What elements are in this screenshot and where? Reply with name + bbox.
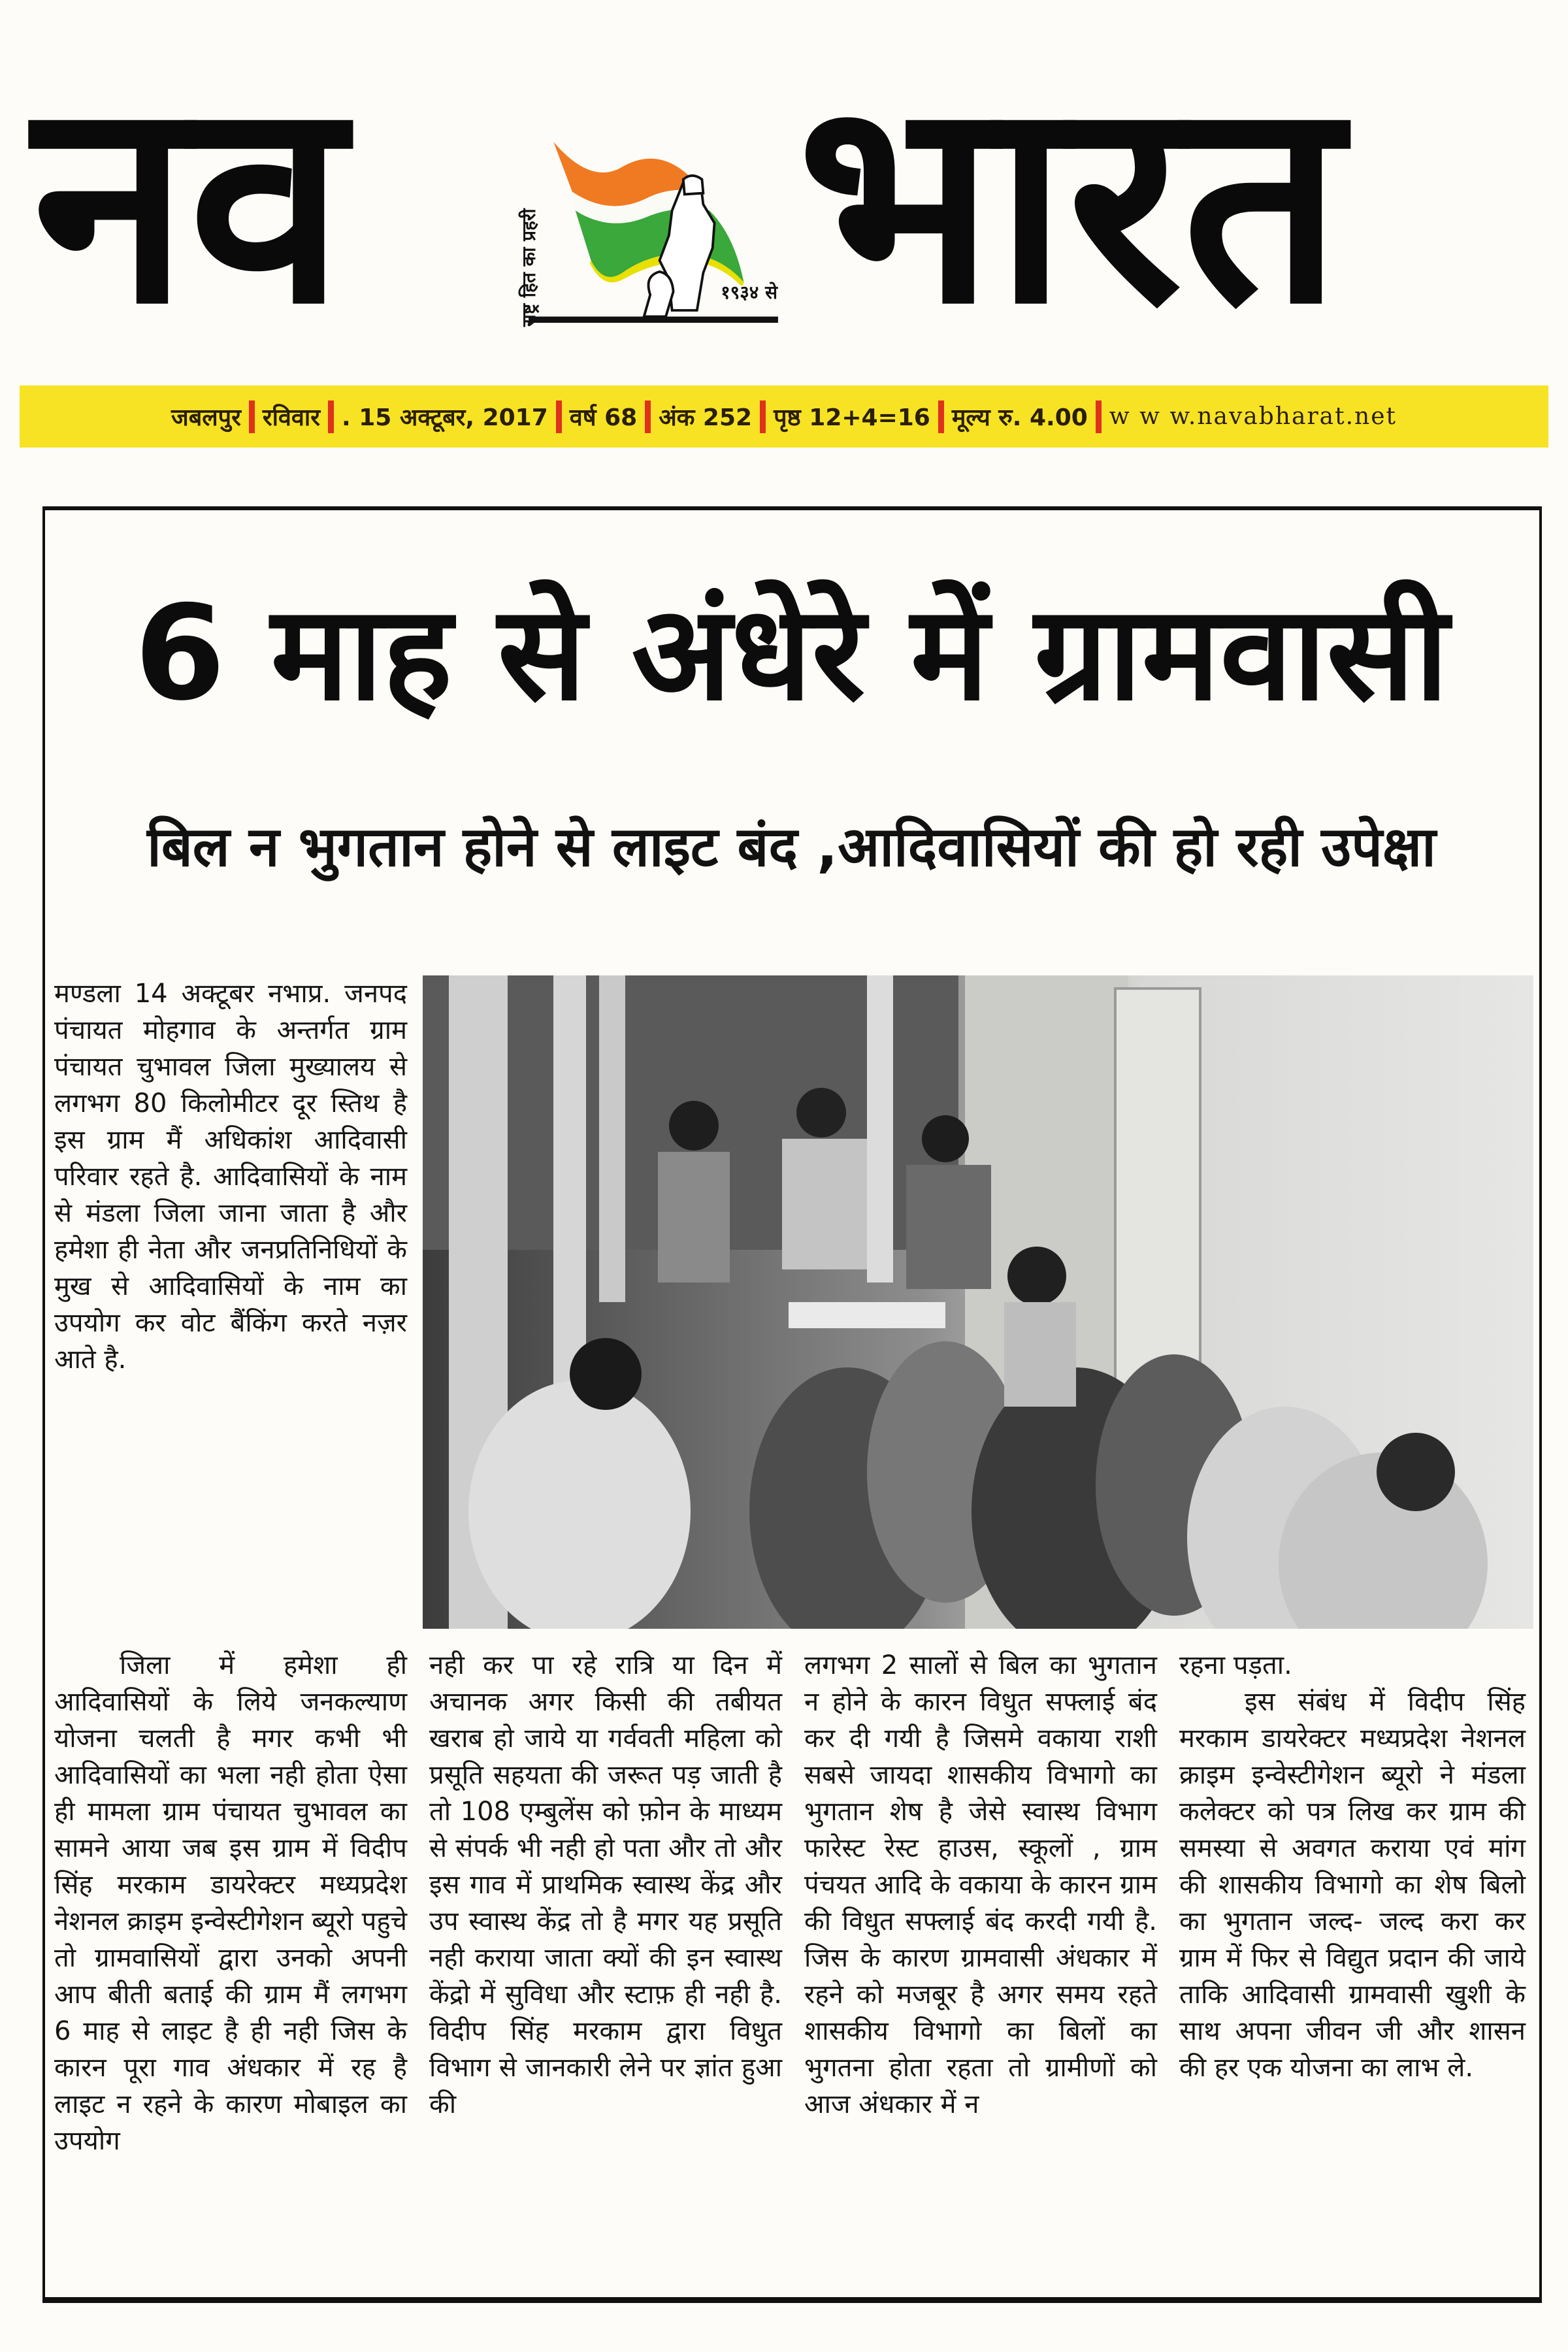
edition-pages: पृष्ठ 12+4=16: [774, 404, 930, 431]
article-column-1: [54, 1647, 407, 2268]
flag-with-figure-icon: [516, 118, 791, 366]
edition-price: मूल्य रु. 4.00: [951, 404, 1088, 431]
edition-city: जबलपुर: [171, 404, 241, 431]
masthead-title-left: नव: [33, 39, 345, 366]
column-paragraph: जिला में हमेशा ही आदिवासियों के लिये जनकल्याण योजना चलती है मगर कभी भी आदिवासियों का भला नही होता ऐसा ही मामला ग्राम पंचायत चुभावल का सामने आया जब इस ग्राम में विदीप सिंह मरकाम डायरेक्टर मध्यप्रदेश नेशनल क्राइम इन्वेस्टीगेशन ब्यूरो पहुचे तो ग्रामवासियों द्वारा उनको अपनी आप बीती बताई की ग्राम मैं लगभग 6 माह से लाइट है ही नही जिस के कारन पूरा गाव अंधकार में रह है लाइट न रहने के कारण मोबाइल का उपयोग: [54, 1650, 407, 2156]
separator: [328, 400, 334, 433]
article-column-2: [429, 1647, 782, 2268]
logo-tagline: राष्ट्र हित का प्रहरी: [518, 208, 540, 327]
logo-since-year: १९३४ से: [721, 282, 777, 303]
separator: [760, 400, 766, 433]
column-paragraph: लगभग 2 सालों से बिल का भुगतान न होने के कारन विधुत सफ्लाई बंद कर दी गयी है जिसमे वकाया राशी सबसे जायदा शासकीय विभागो का भुगतान शेष है जेसे स्वास्थ विभाग फारेस्ट रेस्ट हाउस, स्कूलों , ग्राम पंचयत आदि के वकाया के कारन ग्राम की विधुत सफ्लाई बंद करदी गयी है. जिस के कारण ग्रामवासी अंधकार में रहने को मजबूर है अगर समय रहते शासकीय विभागो का बिलों का भुगतना होता रहता तो ग्रामीणों को आज अंधकार में न: [804, 1650, 1157, 2119]
article-column-4: [1179, 1647, 1526, 2268]
separator: [249, 400, 255, 433]
edition-day: रविवार: [262, 404, 320, 431]
article-subheadline: बिल न भुगतान होने से लाइट बंद ,आदिवासियों की हो रही उपेक्षा: [147, 815, 1436, 879]
photo-meeting-icon: [423, 975, 1533, 1629]
separator: [938, 400, 944, 433]
lead-paragraph: मण्डला 14 अक्टूबर नभाप्र. जनपद पंचायत मोहगाव के अन्तर्गत ग्राम पंचायत चुभावल जिला मुख्यालय से लगभग 80 किलोमीटर दूर स्तिथ है इस ग्राम मैं अधिकांश आदिवासी परिवार रहते है. आदिवासियों के नाम से मंडला जिला जाना जाता है और हमेशा ही नेता और जनप्रतिनिधियों के मुख से आदिवासियों के नाम का उपयोग कर वोट बैंकिंग करते नज़र आते है.: [54, 979, 407, 1375]
column-paragraph: रहना पड़ता.: [1179, 1650, 1292, 1680]
dateline-strip: [20, 385, 1548, 448]
column-paragraph: नही कर पा रहे रात्रि या दिन में अचानक अगर किसी की तबीयत खराब हो जाये या गर्ववती महिला को प्रसूति सहयता की जरूत पड़ जाती है तो 108 एम्बुलेंस को फ़ोन के माध्यम से संपर्क भी नही हो पता और तो और इस गाव में प्राथमिक स्वास्थ केंद्र और उप स्वास्थ केंद्र तो है मगर यह प्रसूति नही कराया जाता क्यों की इन स्वास्थ केंद्रो में सुविधा और स्टाफ़ ही नही है. विदीप सिंह मरकाम द्वारा विधुत विभाग से जानकारी लेने पर ज्ञांत हुआ की: [429, 1650, 782, 2119]
news-article: [42, 506, 1542, 2303]
separator: [645, 400, 651, 433]
edition-date: . 15 अक्टूबर, 2017: [341, 404, 548, 431]
article-photo: [423, 975, 1533, 1629]
article-column-3: [804, 1647, 1157, 2268]
article-lead-column: [54, 975, 407, 1629]
edition-issue: अंक 252: [659, 404, 753, 431]
newspaper-logo: [516, 118, 791, 366]
masthead: [26, 39, 1542, 379]
website-link[interactable]: w w w.navabharat.net: [1109, 403, 1397, 430]
edition-year: वर्ष 68: [569, 404, 638, 431]
separator: [556, 400, 562, 433]
separator: [1096, 400, 1102, 433]
masthead-title-right: भारत: [797, 39, 1343, 366]
column-paragraph: इस संबंध में विदीप सिंह मरकाम डायरेक्टर मध्यप्रदेश नेशनल क्राइम इन्वेस्टीगेशन ब्यूरो ने मंडला कलेक्टर को पत्र लिख कर ग्राम की समस्या से अवगत कराया एवं मांग की शासकीय विभागो का शेष बिलो का भुगतान जल्द- जल्द करा कर ग्राम में फिर से विद्युत प्रदान की जाये ताकि आदिवासी ग्रामवासी खुशी के साथ अपना जीवन जी और शासन की हर एक योजना का लाभ ले.: [1179, 1687, 1526, 2083]
article-headline: 6 माह से अंधेरे में ग्रामवासी: [134, 578, 1449, 730]
